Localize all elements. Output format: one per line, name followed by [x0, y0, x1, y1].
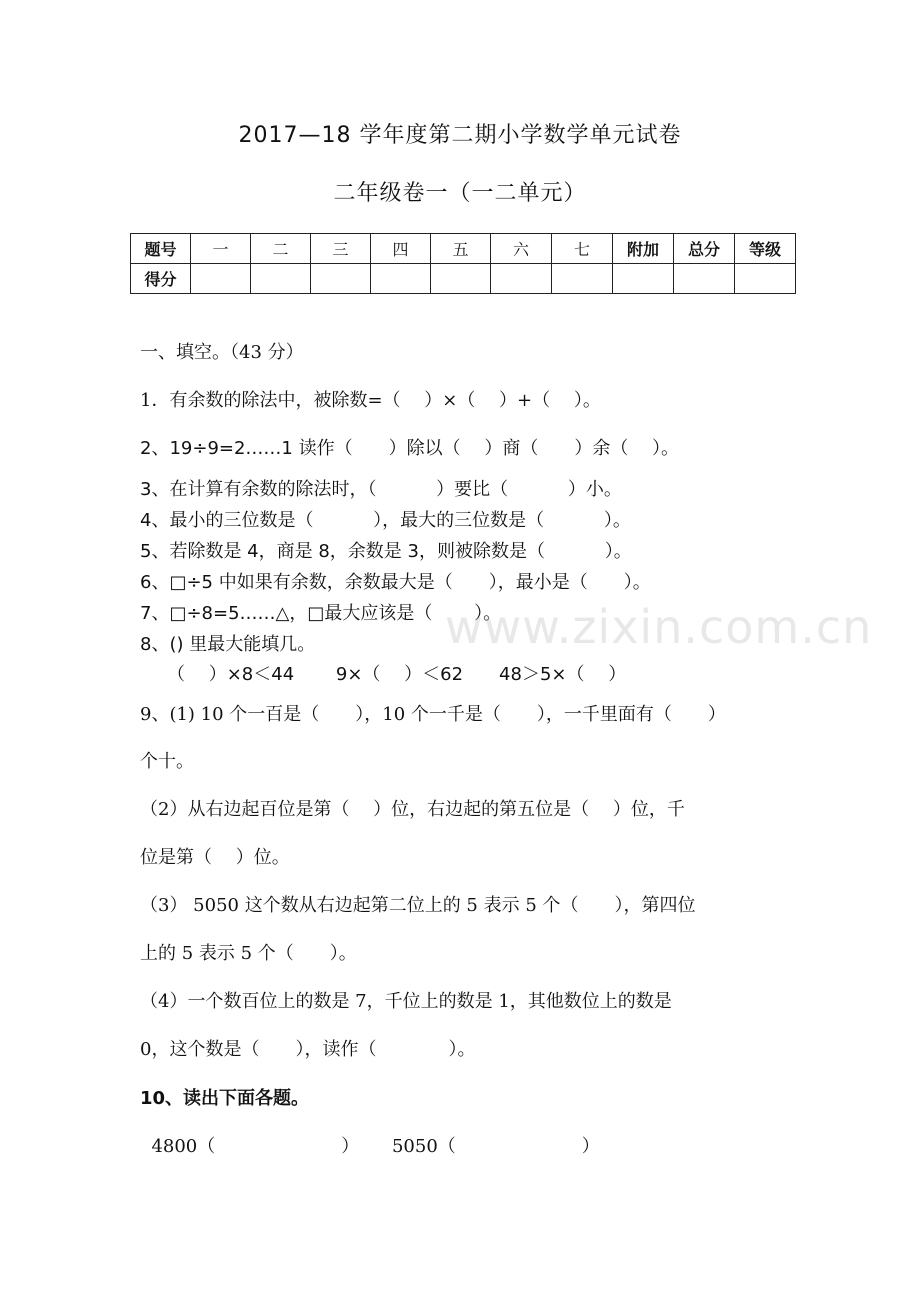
question-1: 1．有余数的除法中，被除数=（ ）×（ ）+（ ）。 — [140, 390, 601, 411]
watermark: www.zixin.com.cn — [445, 600, 873, 654]
exam-subtitle: 二年级卷一（一二单元） — [333, 181, 587, 206]
header-cell: 二 — [251, 234, 311, 264]
header-cell: 七 — [552, 234, 613, 264]
question-9-3: （3） 5050 这个数从右边起第二位上的 5 表示 5 个（ ），第四位 — [140, 895, 696, 916]
score-cell[interactable] — [735, 264, 796, 294]
header-cell: 等级 — [735, 234, 796, 264]
question-8-items: （ ）×8＜44 9×（ ）＜62 48＞5×（ ） — [140, 664, 627, 685]
score-cell[interactable] — [552, 264, 613, 294]
section-heading: 一、填空。（43 分） — [140, 342, 304, 363]
score-table-header-row — [131, 234, 796, 264]
header-cell: 四 — [371, 234, 431, 264]
score-table — [130, 233, 796, 294]
question-10: 10、读出下面各题。 — [140, 1088, 310, 1109]
exam-title: 2017—18 学年度第二期小学数学单元试卷 — [238, 123, 682, 148]
header-cell: 五 — [431, 234, 491, 264]
question-4: 4、最小的三位数是（ ），最大的三位数是（ ）。 — [140, 510, 631, 531]
question-9-3-cont: 上的 5 表示 5 个（ ）。 — [140, 943, 357, 964]
question-7: 7、□÷8=5……△，□最大应该是（ ）。 — [140, 603, 502, 624]
score-cell[interactable] — [431, 264, 491, 294]
header-cell: 三 — [311, 234, 371, 264]
score-cell[interactable] — [191, 264, 251, 294]
score-cell[interactable] — [311, 264, 371, 294]
question-9-4: （4）一个数百位上的数是 7，千位上的数是 1，其他数位上的数是 — [140, 991, 672, 1012]
score-table-score-row — [131, 264, 796, 294]
question-3: 3、在计算有余数的除法时，（ ）要比（ ）小。 — [140, 479, 622, 500]
question-2: 2、19÷9=2……1 读作（ ）除以（ ）商（ ）余（ ）。 — [140, 438, 680, 459]
question-9-1: 9、(1) 10 个一百是（ ），10 个一千是（ ），一千里面有（ ） — [140, 704, 726, 725]
row-label-cell: 得分 — [131, 264, 191, 294]
question-10-items: 4800（ ） 5050（ ） — [140, 1136, 600, 1157]
score-cell[interactable] — [674, 264, 735, 294]
header-cell: 一 — [191, 234, 251, 264]
question-6: 6、□÷5 中如果有余数，余数最大是（ ），最小是（ ）。 — [140, 572, 651, 593]
header-cell: 附加 — [613, 234, 674, 264]
header-cell: 总分 — [674, 234, 735, 264]
question-9-4-cont: 0，这个数是（ ），读作（ ）。 — [140, 1039, 476, 1060]
score-cell[interactable] — [371, 264, 431, 294]
header-cell: 六 — [491, 234, 552, 264]
question-9-2: （2）从右边起百位是第（ ）位，右边起的第五位是（ ）位，千 — [140, 799, 685, 820]
score-cell[interactable] — [491, 264, 552, 294]
question-9-1-cont: 个十。 — [140, 751, 194, 772]
question-8: 8、() 里最大能填几。 — [140, 634, 316, 655]
header-label-cell: 题号 — [131, 234, 191, 264]
score-cell[interactable] — [613, 264, 674, 294]
question-9-2-cont: 位是第（ ）位。 — [140, 847, 290, 868]
score-cell[interactable] — [251, 264, 311, 294]
question-5: 5、若除数是 4，商是 8，余数是 3，则被除数是（ ）。 — [140, 541, 632, 562]
